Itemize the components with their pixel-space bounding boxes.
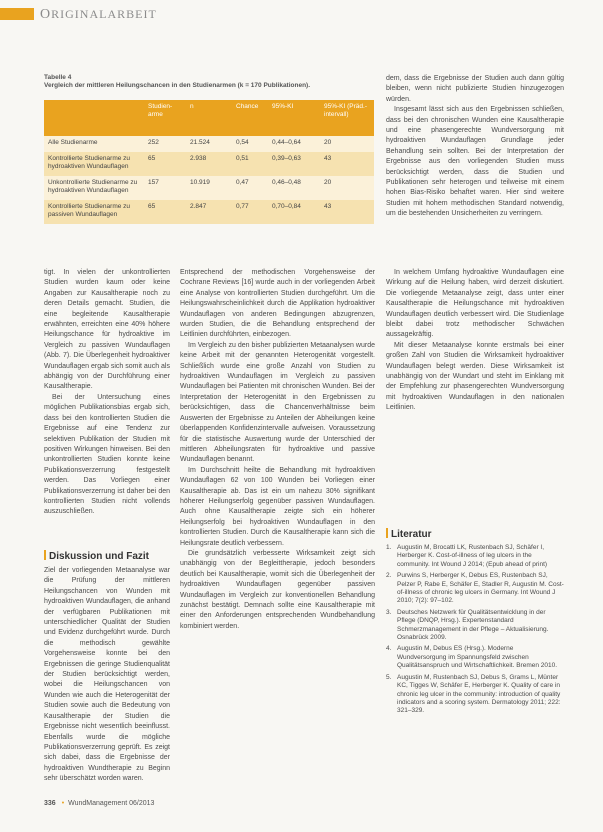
footer-separator: •: [61, 800, 65, 807]
table-cell: Unkontrollierte Studienarme zu hydroaktiven Wundauflagen: [44, 176, 144, 200]
table-row: [44, 136, 374, 152]
column-middle: [180, 268, 375, 632]
reference-item: 5. Augustin M, Rustenbach SJ, Debus S, Grams L, Münter KC, Tigges W, Schäfer E, Herberger K. Quality of care in chronic leg ulcer in the community: introduction of quality indicators and a scoring system. Dermatology 2011; 222: 321–329.: [386, 673, 561, 715]
body-paragraph: In welchem Umfang hydroaktive Wundauflagen eine Wirkung auf die Heilung haben, wird derzeit diskutiert. Die vorliegende Metaanalyse zeigt, dass unter einer Kausaltherapie die Heilungschance mit hydroaktiven Wundauflagen deutlich verbessert wird. Die Studienlage bleibt dabei trotz methodischer Schwächen aussagekräftig.: [386, 269, 564, 339]
table-row: [44, 200, 374, 224]
reference-list: [386, 544, 564, 719]
results-table: [44, 100, 374, 224]
table-cell: 20: [320, 136, 374, 152]
section-color-tab: [0, 8, 34, 20]
column-left: [44, 268, 170, 518]
journal-name: WundManagement 06/2013: [68, 800, 155, 807]
table-cell: 0,47: [232, 176, 268, 200]
table-cell: 0,44–0,64: [268, 136, 320, 152]
table-cell: 0,39–0,63: [268, 152, 320, 176]
table-label: Tabelle 4: [44, 74, 72, 81]
table-header-cell: n: [186, 100, 232, 136]
table-row: [44, 176, 374, 200]
table-cell: Kontrollierte Studienarme zu hydroaktiven Wundauflagen: [44, 152, 144, 176]
table-cell: 10.919: [186, 176, 232, 200]
table-cell: 65: [144, 152, 186, 176]
table-cell: 65: [144, 200, 186, 224]
table-cell: 43: [320, 200, 374, 224]
table-cell: 21.524: [186, 136, 232, 152]
table-cell: 43: [320, 152, 374, 176]
column-left-bottom: [44, 566, 170, 785]
section-title: ORIGINALARBEIT: [40, 7, 157, 22]
page-number: 336: [44, 800, 56, 807]
table-header-cell: 95%-KI (Präd.-intervall): [320, 100, 374, 136]
table-cell: Kontrollierte Studienarme zu passiven Wundauflagen: [44, 200, 144, 224]
page-footer: [44, 800, 154, 807]
literatur-heading: Literatur: [386, 528, 432, 540]
page-header: [0, 0, 603, 26]
reference-item: 4. Augustin M, Debus ES (Hrsg.). Moderne Wundversorgung im Spannungsfeld zwischen Qualitätsanspruch und Wirtschaftlichkeit. Bremen 2010.: [386, 645, 558, 670]
heading-bar: [386, 528, 388, 538]
body-paragraph: Ziel der vorliegenden Metaanalyse war die Prüfung der mittleren Heilungschancen von Wunden mit hydroaktiven Wundauflagen, die anhand der verfügbaren Publikationen mit unterschiedlicher Qualität der Studien und Evidenz durchgeführt wurde. Durch die methodisch gewählte Vorgehensweise konnte bei den Ergebnissen die geringe Studienqualität der Studien berücksichtigt werden, wobei die Heilungschancen von Wunden wie auch die Heterogenität der Studien sowie auch die Bedeutung von Kausaltherapie der Studien die Ergebnisse nicht wesentlich beeinflusst. Ebenfalls wurde die mögliche Publikationsverzerrung geprüft. Es zeigt sich dabei, dass die Ergebnisse der hydroaktiven Wundtherapie zu Beginn sehr überschätzt worden waren.: [44, 567, 170, 783]
body-paragraph: Im Vergleich zu den bisher publizierten Metaanalysen wurde keine Arbeit mit der genannten Heterogenität vorgestellt. Schließlich wurde eine große Anzahl von Studien zu hydroaktiven Wundauflagen im Vergleich zu passiven Wundauflagen bei Patienten mit chronischen Wunden. Bei der Interpretation der Heterogenität in den Ergebnissen zu berücksichtigen, dass die Chancenverhältnisse beim Auswerten der Ergebnisse zu Anteilen der Abheilungen keine überlappenden Konfidenzintervalle aufweisen. Voraussetzung für die statistische Auswertung wurde der Unterschied der mittleren Abheilungsraten für hydroaktive und passive Wundauflagen benannt.: [180, 341, 375, 464]
body-paragraph: Entsprechend der methodischen Vorgehensweise der Cochrane Reviews [16] wurde auch in der vorliegenden Arbeit eine Analyse von kontrollierten Studien durchgeführt. Um die Heilungswahrscheinlichkeit durch die Applikation hydroaktiver Wundauflagen von anderen Bedingungen abzugrenzen, wurden Studien, die die Behandlung entsprechend der Leitlinien durchführten, einbezogen.: [180, 269, 375, 339]
reference-item: 2. Purwins S, Herberger K, Debus ES, Rustenbach SJ, Pelzer P, Rabe E, Schäfer E, Stadler R, Augustin M. Cost-of-illness of chronic leg ulcers in Germany. Int Wound J 2010; 7(2): 97–102.: [386, 572, 564, 605]
table-header-cell: 95%-KI: [268, 100, 320, 136]
table-cell: 0,51: [232, 152, 268, 176]
table-header-cell: [44, 100, 144, 136]
reference-item: 3. Deutsches Netzwerk für Qualitätsentwicklung in der Pflege (DNQP, Hrsg.). Expertenstandard Schmerzmanagement in der Pflege – Aktualisierung. Osnabrück 2009.: [386, 608, 549, 642]
diskussion-heading: Diskussion und Fazit: [44, 550, 149, 562]
reference-item: 1. Augustin M, Brocatti LK, Rustenbach SJ, Schäfer I, Herberger K. Cost-of-illness of leg ulcers in the community. Int Wound J 2014; (Epub ahead of print): [386, 544, 548, 568]
table-cell: 0,77: [232, 200, 268, 224]
table-cell: 2.938: [186, 152, 232, 176]
column-right-middle: [386, 268, 564, 414]
table-block: [44, 74, 374, 224]
table-row: [44, 152, 374, 176]
body-paragraph: dem, dass die Ergebnisse der Studien auch dann gültig bleiben, wenn nicht publizierte Studien hinzugezogen würden.: [386, 75, 564, 103]
table-cell: 0,70–0,84: [268, 200, 320, 224]
body-paragraph: Die grundsätzlich verbesserte Wirksamkeit zeigt sich unabhängig von der Begleittherapie, jedoch besonders deutlich bei Kausaltherapie, womit sich die Überlegenheit der hydroaktiven Wundauflagen gegenüber passiven Wundauflagen im Vergleich zur konventionellen Behandlung zunächst bestätigt. Demnach sollte eine Kausaltherapie mit einer den Anforderungen entsprechenden Wundbehandlung kombiniert werden.: [180, 549, 375, 630]
table-header-cell: Chance: [232, 100, 268, 136]
table-caption: Vergleich der mittleren Heilungschancen in den Studienarmen (k = 170 Publikationen).: [44, 82, 311, 89]
heading-bar: [44, 550, 46, 560]
body-paragraph: Insgesamt lässt sich aus den Ergebnissen schließen, dass bei den chronischen Wunden eine Kausaltherapie und eine phasengerechte Wundversorgung mit hydroaktiven Wundauflagen Grundlage jeder Behandlung sein sollten. Bei der Interpretation der Ergebnisse aus den vorliegenden Studien muss berücksichtigt werden, dass die Studien und Publikationen sehr heterogen und teilweise mit einem hohen Bias-Risiko behaftet waren. Hier sind weitere Studien mit hohem methodischen Standard notwendig, um die bestehenden Unsicherheiten zu verringern.: [386, 106, 564, 218]
table-cell: 2.847: [186, 200, 232, 224]
table-cell: Alle Studienarme: [44, 136, 144, 152]
body-paragraph: tigt. In vielen der unkontrollierten Studien wurden kaum oder keine Angaben zur Kausaltherapie noch zu deren Details gemacht. Studien, die eine begleitende Kausaltherapie erwähnten, erreichten eine 40% höhere Heilungschance für hydroaktive im Vergleich zu passiven Wundauflagen (Abb. 7). Die Überlegenheit hydroaktiver Wundauflagen ergab sich somit auch als abhängig von der Durchführung einer Kausaltherapie.: [44, 269, 170, 391]
table-cell: 0,46–0,48: [268, 176, 320, 200]
table-cell: 20: [320, 176, 374, 200]
table-cell: 0,54: [232, 136, 268, 152]
column-right-top: [386, 74, 564, 220]
table-cell: 252: [144, 136, 186, 152]
table-header-cell: Studien-arme: [144, 100, 186, 136]
table-cell: 157: [144, 176, 186, 200]
body-paragraph: Bei der Untersuchung eines möglichen Publikationsbias ergab sich, dass bei den kontrollierten Studien die Ergebnisse auf eine Tendenz zur selektiven Publikation der Studien mit positiven Wirkungen hinweisen. Bei den unkontrollierten Studien konnte keine Publikationsverzerrung festgestellt werden. Das Vorliegen einer Publikationsverzerrung ist daher bei den kontrollierten Studien nicht vollends auszuschließen.: [44, 393, 170, 516]
body-paragraph: Mit dieser Metaanalyse konnte erstmals bei einer großen Zahl von Studien die Wirksamkeit hydroaktiver Wundauflagen belegt werden. Diese Wirksamkeit ist unabhängig von der Wundart und steht im Einklang mit der Empfehlung zur phasengerechten Wundversorgung mit hydroaktiven Wundauflagen in den nationalen Leitlinien.: [386, 341, 564, 412]
body-paragraph: Im Durchschnitt heilte die Behandlung mit hydroaktiven Wundauflagen 62 von 100 Wunden bei Vorliegen einer Kausaltherapie ab. Das ist ein um nahezu 30% signifikant höherer Heilungserfolg gegenüber passiven Wundauflagen. Auch ohne Kausaltherapie zeigte sich ein höherer Heilungserfolg bei hydroaktiven Wundauflagen in den kontrollierten Studien. Durch die Kausaltherapie kann sich die Heilungsrate deutlich verbessern.: [180, 466, 375, 547]
